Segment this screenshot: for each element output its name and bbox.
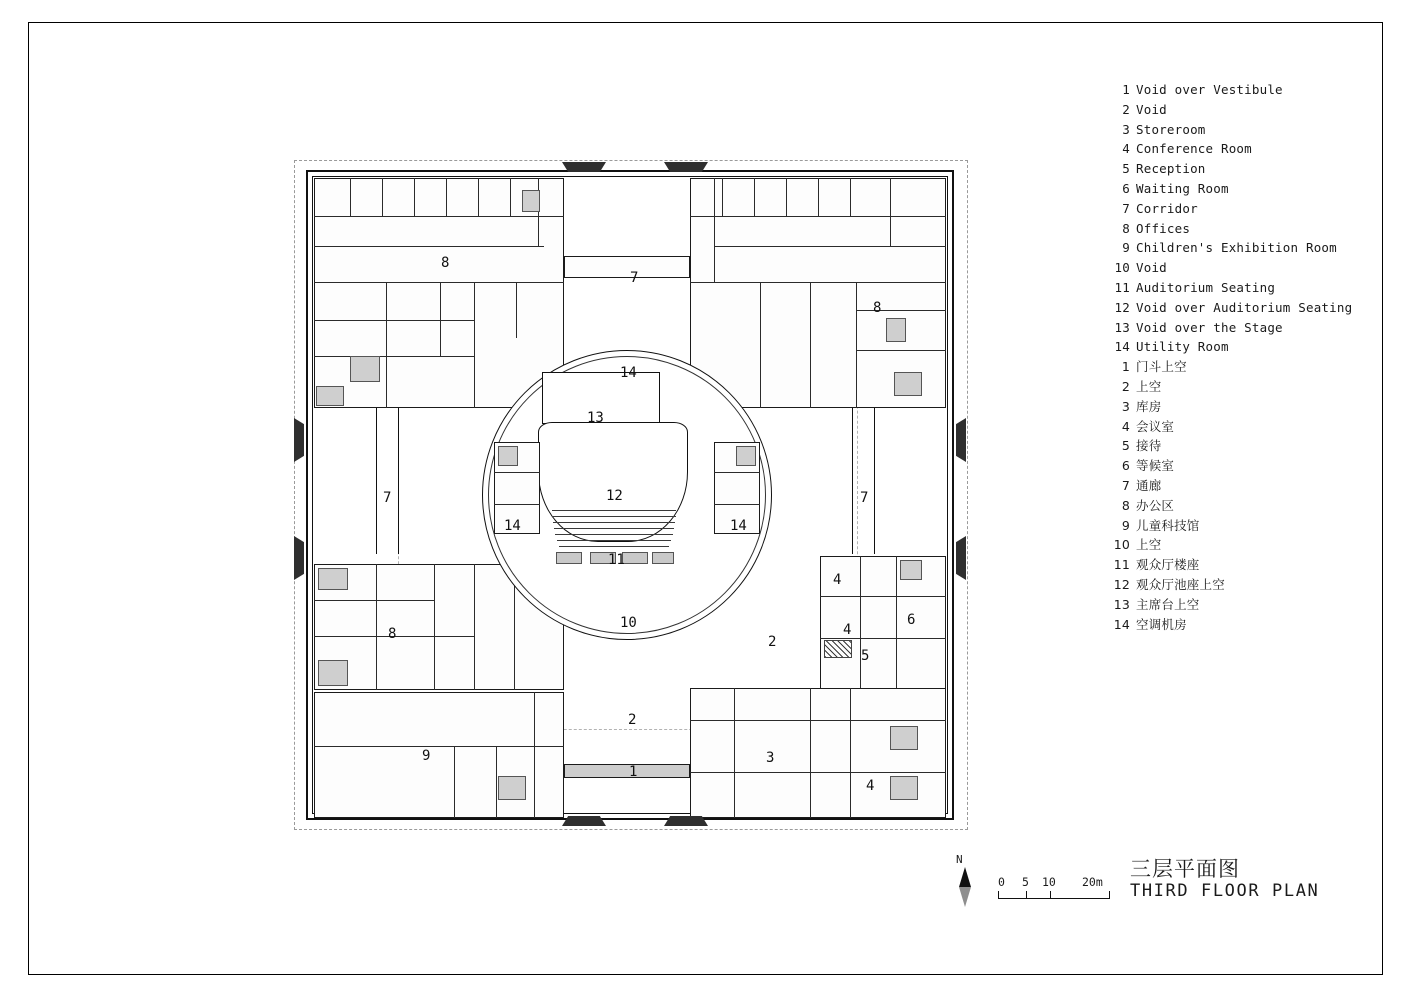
partition (494, 472, 540, 473)
legend-label: 主席台上空 (1136, 596, 1200, 612)
legend-item (1110, 397, 1370, 417)
seat-row (554, 528, 674, 529)
legend-number: 3 (1122, 121, 1130, 137)
plan-label: 5 (861, 648, 870, 664)
legend-item (1110, 278, 1370, 298)
partition (850, 178, 851, 216)
legend-label: 接待 (1136, 438, 1162, 454)
seat-row (555, 534, 673, 535)
legend-number: 11 (1113, 557, 1130, 573)
legend-item (1110, 80, 1370, 100)
stair-core (350, 356, 380, 382)
partition (538, 178, 539, 246)
legend-label: Auditorium Seating (1136, 279, 1276, 295)
partition (714, 504, 760, 505)
legend-item (1110, 615, 1370, 635)
partition (760, 282, 761, 408)
legend-item (1110, 575, 1370, 595)
wall-hatch-patch (824, 640, 852, 658)
legend-label: 观众厅池座上空 (1136, 576, 1225, 592)
legend-number: 11 (1114, 279, 1130, 295)
legend-label: Utility Room (1136, 339, 1229, 355)
partition (754, 178, 755, 216)
legend-item (1110, 120, 1370, 140)
partition (714, 472, 760, 473)
legend-label: 观众厅楼座 (1136, 557, 1200, 573)
legend-number: 9 (1121, 517, 1130, 533)
drawing-title-chinese: 三层平面图 (1130, 857, 1240, 881)
partition (786, 178, 787, 216)
legend-item (1110, 258, 1370, 278)
legend-label: Void over Auditorium Seating (1136, 299, 1353, 315)
scale-tick-label: 0 (998, 875, 1005, 889)
plan-label: 3 (766, 750, 775, 766)
partition (820, 596, 946, 597)
legend-number: 2 (1122, 101, 1130, 117)
scale-bar-line (998, 891, 1110, 899)
legend-item (1110, 199, 1370, 219)
legend-item (1110, 456, 1370, 476)
seat-block (652, 552, 674, 564)
plan-label: 4 (833, 572, 842, 588)
partition (690, 772, 946, 773)
legend-number: 2 (1121, 378, 1130, 394)
stair-core (894, 372, 922, 396)
partition (496, 746, 497, 818)
legend-item (1110, 436, 1370, 456)
plan-label: 12 (606, 488, 623, 504)
partition (820, 638, 946, 639)
partition (856, 310, 946, 311)
north-label: N (956, 853, 963, 866)
partition (856, 350, 946, 351)
legend (1110, 80, 1370, 634)
canopy-wedge-south-right (664, 816, 708, 826)
partition (722, 178, 723, 216)
partition (818, 178, 819, 216)
partition (510, 178, 511, 216)
plan-label: 7 (630, 270, 639, 286)
plan-label: 7 (860, 490, 869, 506)
legend-item (1110, 179, 1370, 199)
scale-labels (998, 875, 1128, 889)
legend-number: 6 (1121, 458, 1130, 474)
canopy-wedge-north-right (664, 162, 708, 172)
canopy-wedge-west-lower (294, 536, 304, 580)
partition (850, 688, 851, 818)
legend-label: 上空 (1136, 537, 1162, 553)
plan-label: 13 (587, 410, 604, 426)
legend-number: 4 (1121, 418, 1130, 434)
partition (376, 564, 377, 690)
scale-tick-label: 20m (1082, 875, 1103, 889)
partition (414, 178, 415, 216)
partition (734, 688, 735, 818)
partition (454, 746, 455, 818)
legend-number: 12 (1113, 576, 1130, 592)
scale-tick-label: 10 (1042, 875, 1056, 889)
corridor-wall-west-2 (398, 408, 399, 554)
corridor-wall-east (852, 408, 853, 554)
plan-label: 14 (504, 518, 521, 534)
legend-label: 办公区 (1136, 497, 1175, 513)
partition (440, 282, 441, 356)
plan-label: 14 (620, 365, 637, 381)
legend-label: 会议室 (1136, 418, 1175, 434)
legend-label: 儿童科技馆 (1136, 517, 1200, 533)
legend-number: 5 (1121, 438, 1130, 454)
plan-label: 1 (629, 764, 638, 780)
legend-number: 8 (1122, 220, 1130, 236)
legend-label: Corridor (1136, 200, 1198, 216)
service-shaft (900, 560, 922, 580)
legend-item (1110, 318, 1370, 338)
partition (810, 282, 811, 408)
vestibule-void-south (564, 764, 690, 778)
drawing-title-english: THIRD FLOOR PLAN (1130, 881, 1320, 901)
scale-tick (1050, 891, 1051, 899)
legend-label: 通廊 (1136, 477, 1162, 493)
plan-label: 7 (383, 490, 392, 506)
partition (314, 320, 474, 321)
legend-label: 等候室 (1136, 458, 1175, 474)
partition (690, 282, 946, 283)
plan-label: 14 (730, 518, 747, 534)
plan-label: 6 (907, 612, 916, 628)
legend-item (1110, 496, 1370, 516)
legend-number: 10 (1114, 260, 1130, 276)
partition (474, 564, 475, 690)
stair-core (318, 660, 348, 686)
partition (314, 282, 564, 283)
legend-label: Void (1136, 101, 1167, 117)
legend-number: 12 (1114, 299, 1130, 315)
legend-label: Void (1136, 260, 1167, 276)
legend-item (1110, 476, 1370, 496)
partition (386, 282, 387, 408)
partition (690, 216, 946, 217)
plan-label: 2 (628, 712, 637, 728)
partition (856, 282, 857, 408)
legend-number: 5 (1122, 161, 1130, 177)
seat-row (553, 522, 675, 523)
legend-label: Children's Exhibition Room (1136, 240, 1337, 256)
legend-label: 上空 (1136, 378, 1162, 394)
compass-needle-south (959, 887, 971, 907)
legend-item (1110, 100, 1370, 120)
legend-item (1110, 219, 1370, 239)
partition (494, 504, 540, 505)
legend-label: Offices (1136, 220, 1191, 236)
plan-label: 8 (873, 300, 882, 316)
seat-block (622, 552, 648, 564)
plan-label: 10 (620, 615, 637, 631)
canopy-wedge-north-left (562, 162, 606, 172)
legend-label: Reception (1136, 161, 1206, 177)
seat-block (556, 552, 582, 564)
plan-label: 8 (441, 255, 450, 271)
legend-number: 8 (1121, 497, 1130, 513)
partition (314, 246, 544, 247)
partition (690, 720, 946, 721)
legend-number: 13 (1113, 596, 1130, 612)
legend-number: 9 (1122, 240, 1130, 256)
seat-row (552, 516, 676, 517)
legend-number: 10 (1113, 537, 1130, 553)
legend-item (1110, 377, 1370, 397)
partition (434, 564, 435, 690)
plan-label: 8 (388, 626, 397, 642)
legend-item (1110, 238, 1370, 258)
partition (478, 178, 479, 216)
legend-item (1110, 357, 1370, 377)
legend-number: 1 (1122, 82, 1130, 97)
partition (890, 178, 891, 246)
north-arrow (945, 855, 979, 913)
partition (314, 356, 474, 357)
corridor-wall-west (376, 408, 377, 554)
partition (534, 692, 535, 818)
legend-item (1110, 535, 1370, 555)
legend-label: Void over the Stage (1136, 319, 1283, 335)
scale-tick (1026, 891, 1027, 899)
partition (714, 246, 946, 247)
plan-label: 4 (866, 778, 875, 794)
legend-label: 门斗上空 (1136, 359, 1187, 375)
corridor-wall-east-2 (874, 408, 875, 554)
legend-number: 6 (1122, 180, 1130, 196)
legend-chinese (1110, 357, 1370, 634)
title-block (940, 855, 1360, 925)
partition (350, 178, 351, 216)
legend-number: 13 (1114, 319, 1130, 335)
partition (474, 282, 475, 408)
plan-label: 9 (422, 748, 431, 764)
plan-label: 2 (768, 634, 777, 650)
partition (810, 688, 811, 818)
canopy-wedge-east-upper (956, 418, 966, 462)
legend-item (1110, 298, 1370, 318)
partition (860, 556, 861, 690)
partition (896, 556, 897, 690)
legend-number: 4 (1122, 141, 1130, 157)
room-block-south-west (314, 692, 564, 818)
legend-number: 3 (1121, 398, 1130, 414)
legend-english (1110, 80, 1370, 357)
compass-needle-north (959, 867, 971, 887)
legend-label: Waiting Room (1136, 180, 1229, 196)
plan-label: 4 (843, 622, 852, 638)
legend-item (1110, 337, 1370, 357)
partition (314, 600, 434, 601)
service-shaft (522, 190, 540, 212)
seat-row (552, 510, 676, 511)
floor-plan-drawing (290, 160, 970, 832)
partition (516, 282, 517, 338)
legend-label: Conference Room (1136, 141, 1252, 157)
stair-core (316, 386, 344, 406)
legend-item (1110, 417, 1370, 437)
legend-item (1110, 555, 1370, 575)
legend-item (1110, 516, 1370, 536)
stair-core (890, 726, 918, 750)
legend-number: 14 (1113, 616, 1130, 632)
legend-label: 空调机房 (1136, 616, 1187, 632)
canopy-wedge-east-lower (956, 536, 966, 580)
plan-label: 11 (608, 552, 625, 568)
partition (714, 178, 715, 282)
legend-number: 7 (1121, 477, 1130, 493)
canopy-wedge-west-upper (294, 418, 304, 462)
legend-item (1110, 139, 1370, 159)
seat-row (559, 546, 669, 547)
partition (314, 746, 564, 747)
stair-core (498, 776, 526, 800)
canopy-wedge-south-left (562, 816, 606, 826)
corridor-north (564, 256, 690, 278)
partition (314, 216, 564, 217)
legend-item (1110, 159, 1370, 179)
seat-row (557, 540, 671, 541)
scale-tick-label: 5 (1022, 875, 1029, 889)
stair-core (318, 568, 348, 590)
service-shaft (886, 318, 906, 342)
stair-core (498, 446, 518, 466)
legend-number: 7 (1122, 200, 1130, 216)
stair-core (736, 446, 756, 466)
legend-label: Void over Vestibule (1136, 82, 1283, 97)
legend-label: Storeroom (1136, 121, 1206, 137)
stair-core (890, 776, 918, 800)
legend-item (1110, 595, 1370, 615)
legend-label: 库房 (1136, 398, 1162, 414)
legend-number: 14 (1114, 339, 1130, 355)
legend-number: 1 (1121, 359, 1130, 375)
partition (446, 178, 447, 216)
partition (382, 178, 383, 216)
